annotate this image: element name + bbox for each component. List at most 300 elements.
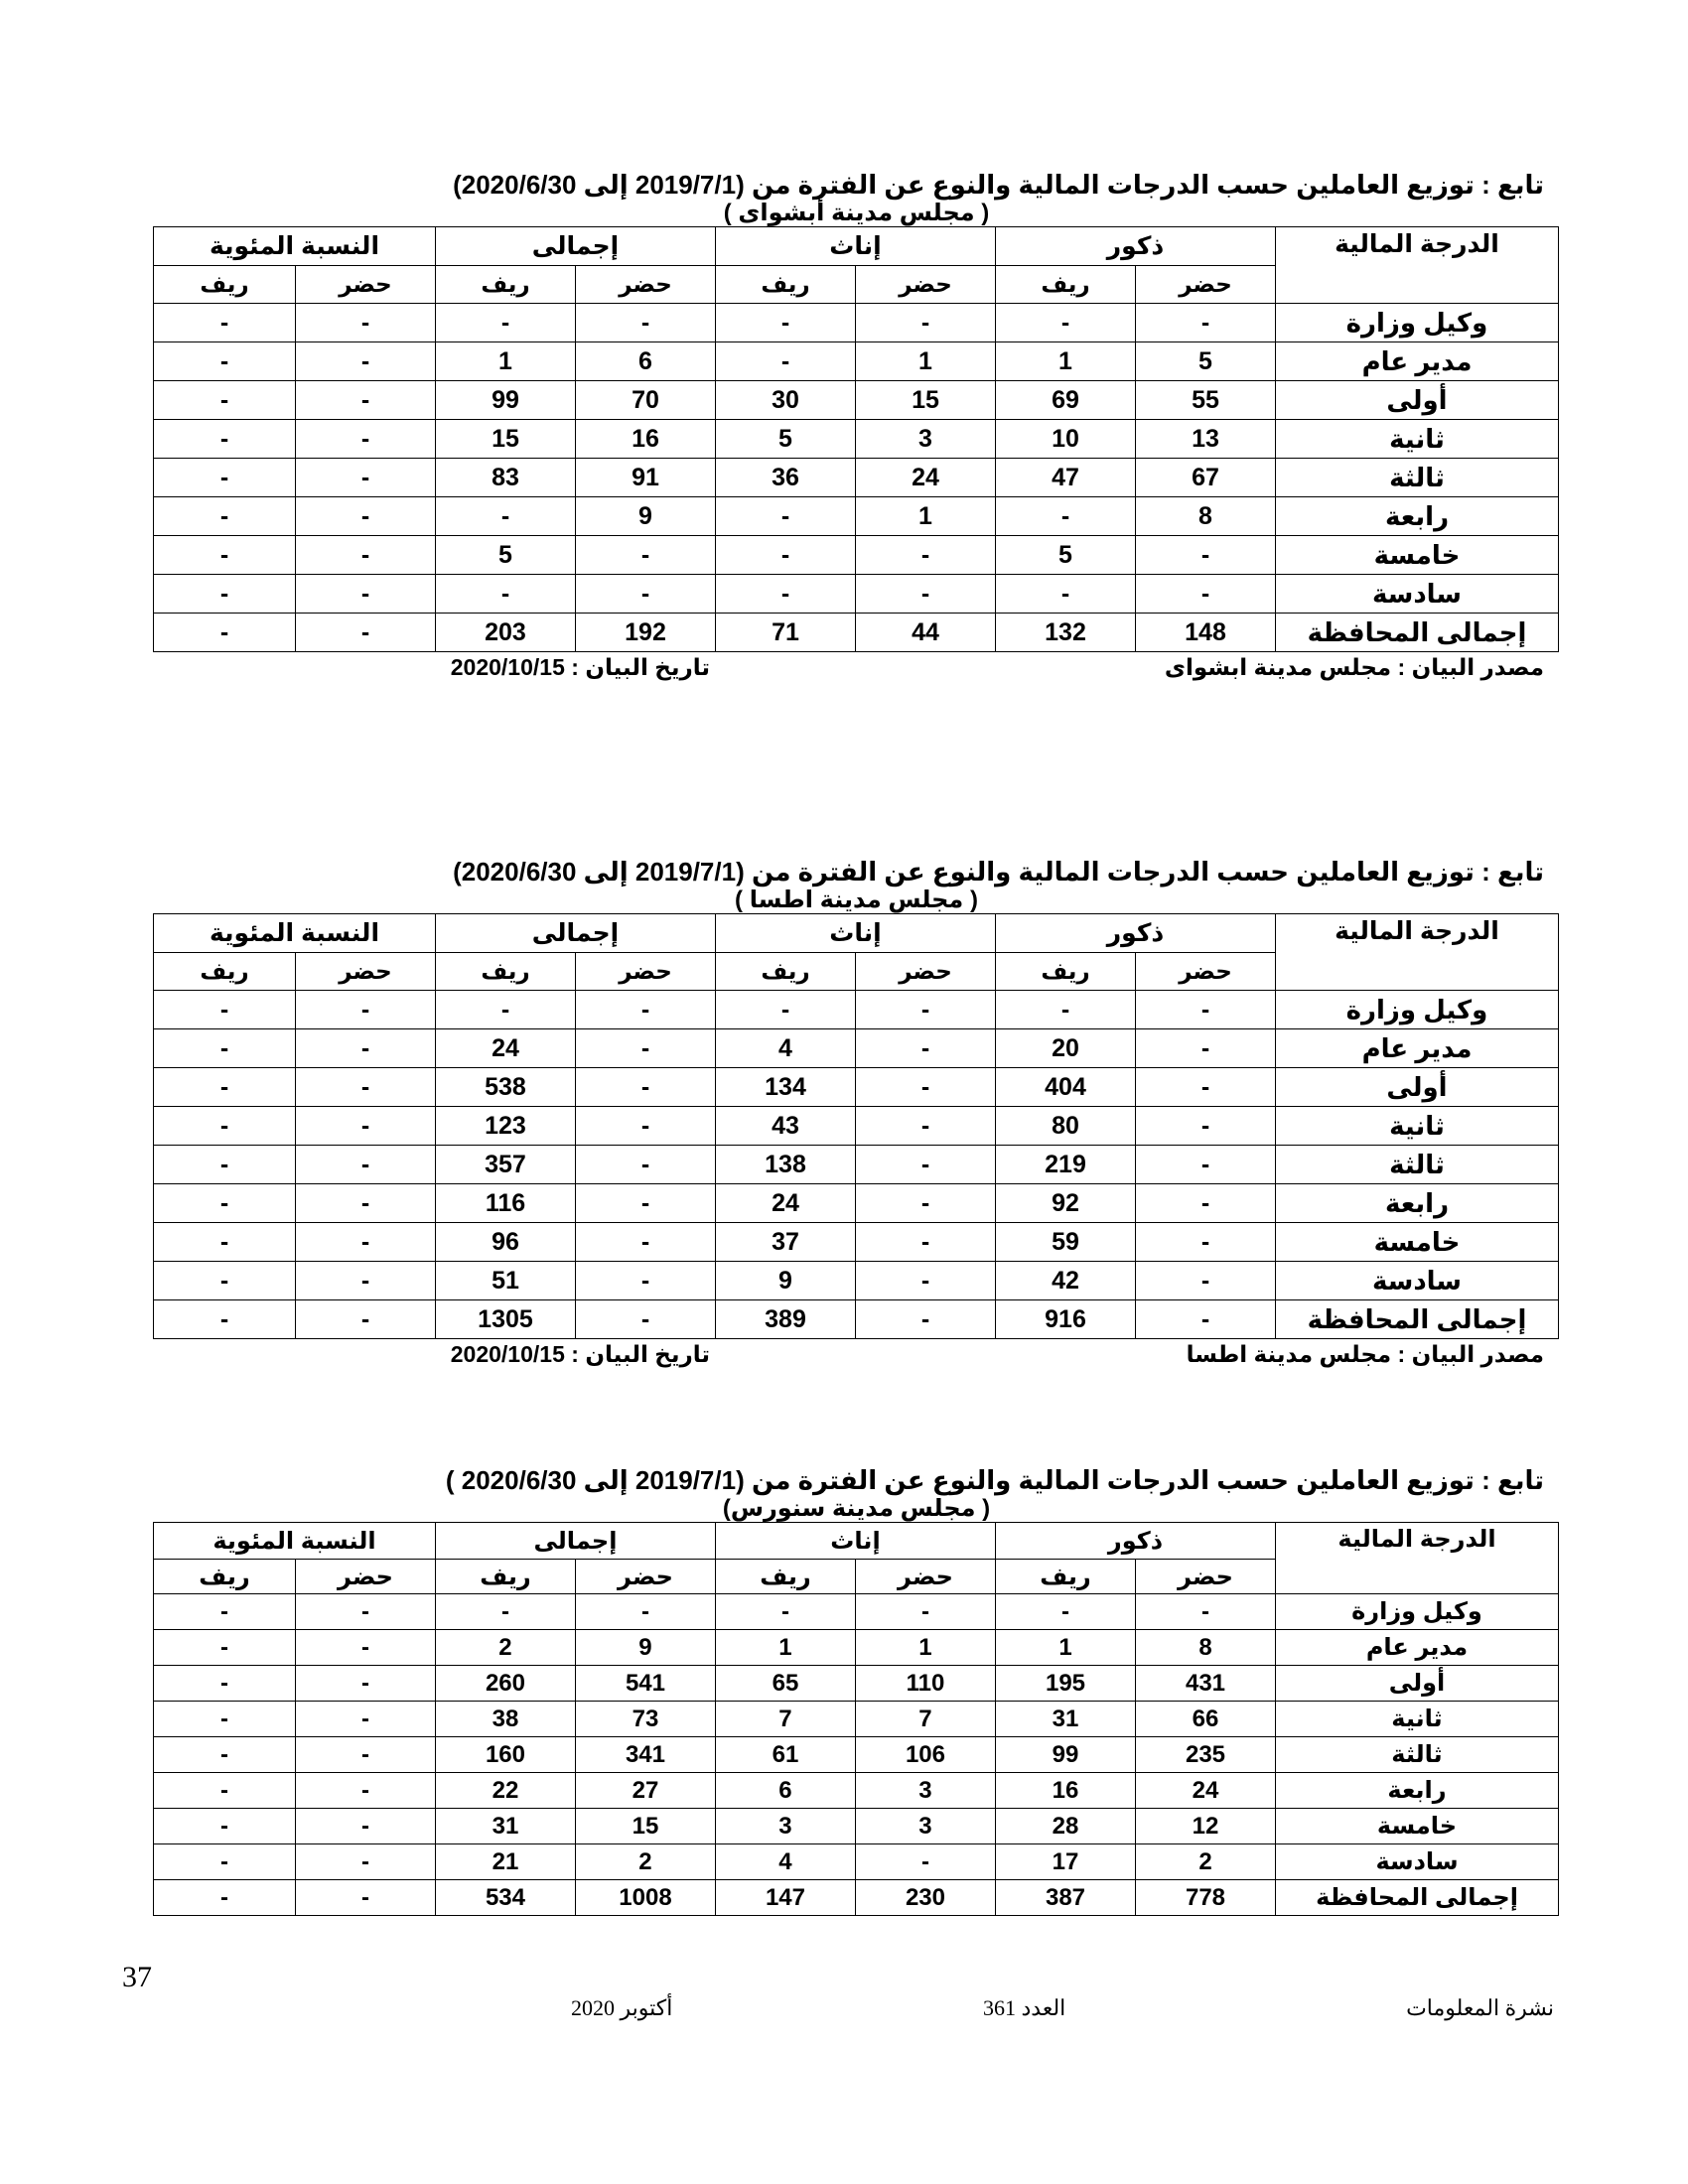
table-cell: -: [295, 614, 435, 652]
table-cell: -: [153, 1809, 295, 1844]
table-cell: -: [153, 1737, 295, 1773]
table-cell: -: [996, 575, 1136, 614]
table-cell: -: [153, 304, 295, 342]
table-row: [153, 342, 1558, 381]
table-cell: 83: [435, 459, 575, 497]
table-row: [153, 1068, 1558, 1107]
subheader-urban: حضر: [295, 1560, 435, 1594]
table-cell: 5: [1136, 342, 1276, 381]
table-cell: 8: [1136, 1630, 1276, 1666]
table-cell: 42: [996, 1262, 1136, 1300]
table-cell: 1: [996, 342, 1136, 381]
table-row: [153, 459, 1558, 497]
subheader-rural: ريف: [435, 953, 575, 991]
row-grade: خامسة: [1276, 1809, 1559, 1844]
data-date: تاريخ البيان : 2020/10/15: [450, 654, 710, 680]
subheader-rural: ريف: [996, 266, 1136, 304]
table-cell: 1: [855, 1630, 995, 1666]
table-cell: 7: [855, 1702, 995, 1737]
table-cell: -: [153, 1594, 295, 1630]
table-cell: 12: [1136, 1809, 1276, 1844]
header-total: إجمالى: [435, 1523, 715, 1560]
table-cell: 13: [1136, 420, 1276, 459]
row-grade: مدير عام: [1276, 342, 1559, 381]
table-cell: -: [153, 1666, 295, 1702]
table-cell: -: [295, 1107, 435, 1146]
table-cell: 61: [715, 1737, 855, 1773]
table-cell: -: [153, 1068, 295, 1107]
table-cell: -: [435, 304, 575, 342]
table-section-ebshway: [154, 169, 1559, 684]
row-grade: أولى: [1276, 1068, 1559, 1107]
subheader-rural: ريف: [715, 1560, 855, 1594]
section-title: تابع : توزيع العاملين حسب الدرجات المالية والنوع عن الفترة من (2019/7/1 إلى 2020/6/30): [453, 170, 1544, 200]
table-cell: 4: [715, 1844, 855, 1880]
table-cell: -: [716, 342, 856, 381]
table-cell: -: [153, 991, 295, 1029]
table-cell: -: [295, 459, 435, 497]
row-grade: إجمالى المحافظة: [1276, 1300, 1559, 1339]
table-cell: -: [295, 1737, 435, 1773]
table-cell: -: [1136, 1594, 1276, 1630]
table-cell: -: [1136, 1223, 1276, 1262]
table-cell: -: [153, 1773, 295, 1809]
table-cell: -: [856, 1146, 996, 1184]
subheader-urban: حضر: [295, 953, 435, 991]
table-cell: -: [716, 991, 856, 1029]
table-cell: -: [295, 420, 435, 459]
table-cell: 43: [716, 1107, 856, 1146]
table-cell: -: [1136, 1184, 1276, 1223]
table-cell: 341: [575, 1737, 715, 1773]
table-row: [153, 381, 1558, 420]
footer-issue: العدد 361: [983, 1995, 1066, 2020]
table-cell: -: [295, 536, 435, 575]
table-cell: 123: [435, 1107, 575, 1146]
footer-publication: نشرة المعلومات: [1406, 1995, 1554, 2020]
table-cell: 534: [435, 1880, 575, 1916]
subheader-rural: ريف: [716, 266, 856, 304]
table-cell: 28: [995, 1809, 1135, 1844]
table-cell: 389: [716, 1300, 856, 1339]
table-cell: -: [153, 614, 295, 652]
section-title: تابع : توزيع العاملين حسب الدرجات المالية والنوع عن الفترة من (2019/7/1 إلى 2020/6/30 ): [445, 1465, 1544, 1495]
row-grade: سادسة: [1276, 1262, 1559, 1300]
table-cell: 3: [855, 1809, 995, 1844]
table-cell: 9: [575, 1630, 715, 1666]
table-row: [153, 1737, 1558, 1773]
subheader-urban: حضر: [575, 1560, 715, 1594]
table-cell: -: [435, 497, 575, 536]
table-cell: -: [153, 536, 295, 575]
row-grade: ثانية: [1276, 420, 1559, 459]
section-subtitle: ( مجلس مدينة سنورس): [722, 1495, 991, 1522]
table-cell: -: [153, 1262, 295, 1300]
table-cell: -: [295, 304, 435, 342]
table-cell: 27: [575, 1773, 715, 1809]
table-cell: 51: [435, 1262, 575, 1300]
table-cell: -: [295, 1809, 435, 1844]
table-cell: -: [576, 575, 716, 614]
table-cell: -: [295, 342, 435, 381]
table-cell: -: [1136, 1146, 1276, 1184]
table-cell: 47: [996, 459, 1136, 497]
table-cell: -: [435, 991, 575, 1029]
table-cell: 69: [996, 381, 1136, 420]
table-cell: -: [153, 1300, 295, 1339]
header-total: إجمالى: [435, 914, 715, 953]
table-cell: 31: [995, 1702, 1135, 1737]
table-cell: -: [576, 1029, 716, 1068]
table-cell: -: [435, 575, 575, 614]
table-cell: -: [716, 536, 856, 575]
subheader-urban: حضر: [1136, 953, 1276, 991]
subheader-urban: حضر: [855, 1560, 995, 1594]
row-grade: سادسة: [1276, 1844, 1559, 1880]
table-cell: -: [576, 1262, 716, 1300]
table-cell: 134: [716, 1068, 856, 1107]
table-cell: -: [153, 1223, 295, 1262]
table-cell: -: [295, 1029, 435, 1068]
table-cell: -: [153, 1880, 295, 1916]
subheader-rural: ريف: [996, 953, 1136, 991]
data-date: تاريخ البيان : 2020/10/15: [450, 1341, 710, 1367]
row-grade: إجمالى المحافظة: [1276, 614, 1559, 652]
row-grade: خامسة: [1276, 1223, 1559, 1262]
table-cell: 106: [855, 1737, 995, 1773]
table-cell: 431: [1136, 1666, 1276, 1702]
table-cell: -: [716, 304, 856, 342]
table-cell: -: [1136, 1029, 1276, 1068]
table-cell: -: [153, 1146, 295, 1184]
table-cell: 5: [996, 536, 1136, 575]
table-cell: 5: [435, 536, 575, 575]
table-cell: 1: [856, 497, 996, 536]
table-cell: -: [855, 1844, 995, 1880]
table-cell: -: [1136, 304, 1276, 342]
table-cell: 219: [996, 1146, 1136, 1184]
table-row: [153, 1702, 1558, 1737]
table-cell: -: [153, 342, 295, 381]
table-cell: -: [153, 1844, 295, 1880]
table-cell: -: [855, 1594, 995, 1630]
table-cell: -: [295, 1630, 435, 1666]
footer-date: أكتوبر 2020: [571, 1995, 673, 2020]
table-cell: 1008: [575, 1880, 715, 1916]
table-cell: 160: [435, 1737, 575, 1773]
table-row: [153, 497, 1558, 536]
row-grade: وكيل وزارة: [1276, 991, 1559, 1029]
row-grade: أولى: [1276, 1666, 1559, 1702]
table-cell: 541: [575, 1666, 715, 1702]
table-cell: -: [576, 536, 716, 575]
table-cell: -: [1136, 1107, 1276, 1146]
row-grade: وكيل وزارة: [1276, 304, 1559, 342]
table-cell: 99: [995, 1737, 1135, 1773]
table-cell: -: [576, 1068, 716, 1107]
table-cell: 15: [435, 420, 575, 459]
table-cell: -: [295, 1880, 435, 1916]
table-row: [153, 1809, 1558, 1844]
table-cell: 147: [715, 1880, 855, 1916]
subheader-urban: حضر: [856, 266, 996, 304]
table-cell: 195: [995, 1666, 1135, 1702]
table-cell: -: [995, 1594, 1135, 1630]
table-cell: 99: [435, 381, 575, 420]
table-row: [153, 991, 1558, 1029]
table-cell: 92: [996, 1184, 1136, 1223]
table-cell: -: [153, 1029, 295, 1068]
table-cell: 6: [576, 342, 716, 381]
table-cell: 70: [576, 381, 716, 420]
table-cell: 9: [716, 1262, 856, 1300]
table-cell: -: [1136, 1300, 1276, 1339]
table-cell: -: [716, 497, 856, 536]
table-cell: -: [1136, 1262, 1276, 1300]
table-row: [153, 614, 1558, 652]
table-row: [153, 1666, 1558, 1702]
table-cell: -: [295, 1666, 435, 1702]
table-cell: -: [153, 497, 295, 536]
table-cell: 10: [996, 420, 1136, 459]
row-grade: ثانية: [1276, 1702, 1559, 1737]
header-total: إجمالى: [435, 227, 715, 266]
table-cell: -: [856, 1184, 996, 1223]
table-cell: 3: [856, 420, 996, 459]
table-cell: 1: [995, 1630, 1135, 1666]
table-cell: -: [295, 575, 435, 614]
row-grade: مدير عام: [1276, 1630, 1559, 1666]
section-subtitle: ( مجلس مدينة أبشواى ): [723, 200, 990, 226]
table-cell: -: [856, 1300, 996, 1339]
table-cell: -: [715, 1594, 855, 1630]
table-cell: 192: [576, 614, 716, 652]
table-cell: -: [295, 1146, 435, 1184]
table-cell: -: [575, 1594, 715, 1630]
table-cell: 30: [716, 381, 856, 420]
table-cell: -: [1136, 1068, 1276, 1107]
table-cell: 16: [576, 420, 716, 459]
table-cell: 138: [716, 1146, 856, 1184]
table-row: [153, 1262, 1558, 1300]
table-cell: 916: [996, 1300, 1136, 1339]
table-cell: 38: [435, 1702, 575, 1737]
table-cell: 66: [1136, 1702, 1276, 1737]
table-cell: -: [153, 1184, 295, 1223]
table-cell: 31: [435, 1809, 575, 1844]
table-cell: 2: [435, 1630, 575, 1666]
table-cell: 55: [1136, 381, 1276, 420]
table-cell: 148: [1136, 614, 1276, 652]
table-cell: 21: [435, 1844, 575, 1880]
table-row: [153, 304, 1558, 342]
row-grade: ثالثة: [1276, 459, 1559, 497]
table-row: [153, 1029, 1558, 1068]
row-grade: إجمالى المحافظة: [1276, 1880, 1559, 1916]
subheader-urban: حضر: [856, 953, 996, 991]
row-grade: رابعة: [1276, 497, 1559, 536]
table-row: [153, 1223, 1558, 1262]
header-male: ذكور: [996, 227, 1276, 266]
table-cell: 2: [1136, 1844, 1276, 1880]
table-cell: -: [295, 1300, 435, 1339]
table-cell: -: [856, 304, 996, 342]
table-cell: 132: [996, 614, 1136, 652]
table-cell: -: [153, 1630, 295, 1666]
row-grade: ثالثة: [1276, 1146, 1559, 1184]
header-female: إناث: [715, 1523, 995, 1560]
table-cell: 24: [435, 1029, 575, 1068]
header-percent: النسبة المئوية: [153, 227, 435, 266]
table-cell: -: [856, 1068, 996, 1107]
table-cell: -: [996, 497, 1136, 536]
table-cell: 16: [995, 1773, 1135, 1809]
table-section-etsa: [154, 856, 1559, 1371]
table-cell: -: [153, 575, 295, 614]
table-cell: -: [856, 1029, 996, 1068]
table-cell: -: [576, 304, 716, 342]
row-grade: رابعة: [1276, 1773, 1559, 1809]
table-cell: -: [856, 1262, 996, 1300]
table-cell: -: [996, 991, 1136, 1029]
table-cell: -: [153, 459, 295, 497]
table-cell: -: [856, 1223, 996, 1262]
table-cell: 5: [716, 420, 856, 459]
table-cell: 230: [855, 1880, 995, 1916]
table-cell: -: [295, 991, 435, 1029]
table-cell: 3: [715, 1809, 855, 1844]
subheader-rural: ريف: [435, 266, 575, 304]
table-cell: 260: [435, 1666, 575, 1702]
table-row: [153, 1107, 1558, 1146]
table-cell: 2: [575, 1844, 715, 1880]
table-row: [153, 1844, 1558, 1880]
table-cell: 15: [856, 381, 996, 420]
table-cell: 9: [576, 497, 716, 536]
source-line: [154, 1339, 1559, 1371]
subheader-rural: ريف: [716, 953, 856, 991]
table-cell: 116: [435, 1184, 575, 1223]
row-grade: أولى: [1276, 381, 1559, 420]
table-cell: -: [295, 381, 435, 420]
table-cell: 24: [856, 459, 996, 497]
table-cell: 235: [1136, 1737, 1276, 1773]
table-cell: 1: [715, 1630, 855, 1666]
subheader-urban: حضر: [1136, 1560, 1276, 1594]
table-cell: -: [576, 1300, 716, 1339]
table-cell: 37: [716, 1223, 856, 1262]
table-row: [153, 1630, 1558, 1666]
header-percent: النسبة المئوية: [153, 914, 435, 953]
header-percent: النسبة المئوية: [153, 1523, 435, 1560]
table-section-sinnuris: [154, 1464, 1559, 1916]
table-cell: -: [856, 991, 996, 1029]
table-cell: -: [1136, 575, 1276, 614]
row-grade: خامسة: [1276, 536, 1559, 575]
table-cell: -: [295, 1184, 435, 1223]
header-male: ذكور: [996, 914, 1276, 953]
table-row: [153, 1184, 1558, 1223]
table-cell: -: [295, 1773, 435, 1809]
data-source: مصدر البيان : مجلس مدينة اطسا: [1186, 1341, 1544, 1367]
table-cell: 203: [435, 614, 575, 652]
table-cell: 8: [1136, 497, 1276, 536]
table-cell: 4: [716, 1029, 856, 1068]
table-row: [153, 575, 1558, 614]
header-male: ذكور: [995, 1523, 1275, 1560]
table-cell: 20: [996, 1029, 1136, 1068]
table-cell: 17: [995, 1844, 1135, 1880]
table-cell: -: [153, 420, 295, 459]
subheader-rural: ريف: [153, 1560, 295, 1594]
table-cell: -: [295, 1702, 435, 1737]
table-cell: -: [576, 1184, 716, 1223]
table-cell: -: [295, 1262, 435, 1300]
subheader-urban: حضر: [1136, 266, 1276, 304]
source-line: [154, 652, 1559, 684]
table-cell: -: [856, 536, 996, 575]
table-cell: -: [295, 497, 435, 536]
table-cell: -: [576, 1146, 716, 1184]
table-cell: -: [576, 1107, 716, 1146]
table-cell: 36: [716, 459, 856, 497]
table-cell: -: [295, 1068, 435, 1107]
page-number: 37: [122, 1961, 152, 1993]
table-cell: -: [153, 1702, 295, 1737]
table-cell: -: [295, 1223, 435, 1262]
table-cell: 24: [1136, 1773, 1276, 1809]
header-female: إناث: [716, 914, 996, 953]
table-cell: -: [435, 1594, 575, 1630]
table-row: [153, 1594, 1558, 1630]
table-cell: 73: [575, 1702, 715, 1737]
table-cell: 1: [435, 342, 575, 381]
table-cell: 357: [435, 1146, 575, 1184]
table-cell: 538: [435, 1068, 575, 1107]
data-source: مصدر البيان : مجلس مدينة ابشواى: [1164, 654, 1544, 680]
table-cell: -: [576, 991, 716, 1029]
table-cell: 1305: [435, 1300, 575, 1339]
subheader-rural: ريف: [153, 266, 295, 304]
table-cell: 3: [855, 1773, 995, 1809]
table-cell: -: [716, 575, 856, 614]
table-cell: 44: [856, 614, 996, 652]
subheader-urban: حضر: [576, 953, 716, 991]
table-cell: -: [1136, 991, 1276, 1029]
table-cell: 6: [715, 1773, 855, 1809]
data-table: [153, 226, 1559, 652]
row-grade: رابعة: [1276, 1184, 1559, 1223]
subheader-urban: حضر: [295, 266, 435, 304]
table-cell: -: [153, 381, 295, 420]
table-cell: 65: [715, 1666, 855, 1702]
table-cell: -: [996, 304, 1136, 342]
table-cell: 80: [996, 1107, 1136, 1146]
table-cell: 15: [575, 1809, 715, 1844]
table-row: [153, 1773, 1558, 1809]
table-cell: -: [856, 575, 996, 614]
table-cell: 387: [995, 1880, 1135, 1916]
table-cell: -: [576, 1223, 716, 1262]
row-grade: سادسة: [1276, 575, 1559, 614]
header-female: إناث: [716, 227, 996, 266]
table-cell: -: [856, 1107, 996, 1146]
row-grade: مدير عام: [1276, 1029, 1559, 1068]
table-cell: -: [153, 1107, 295, 1146]
header-grade: الدرجة المالية: [1276, 1523, 1559, 1594]
table-cell: -: [1136, 536, 1276, 575]
table-row: [153, 420, 1558, 459]
